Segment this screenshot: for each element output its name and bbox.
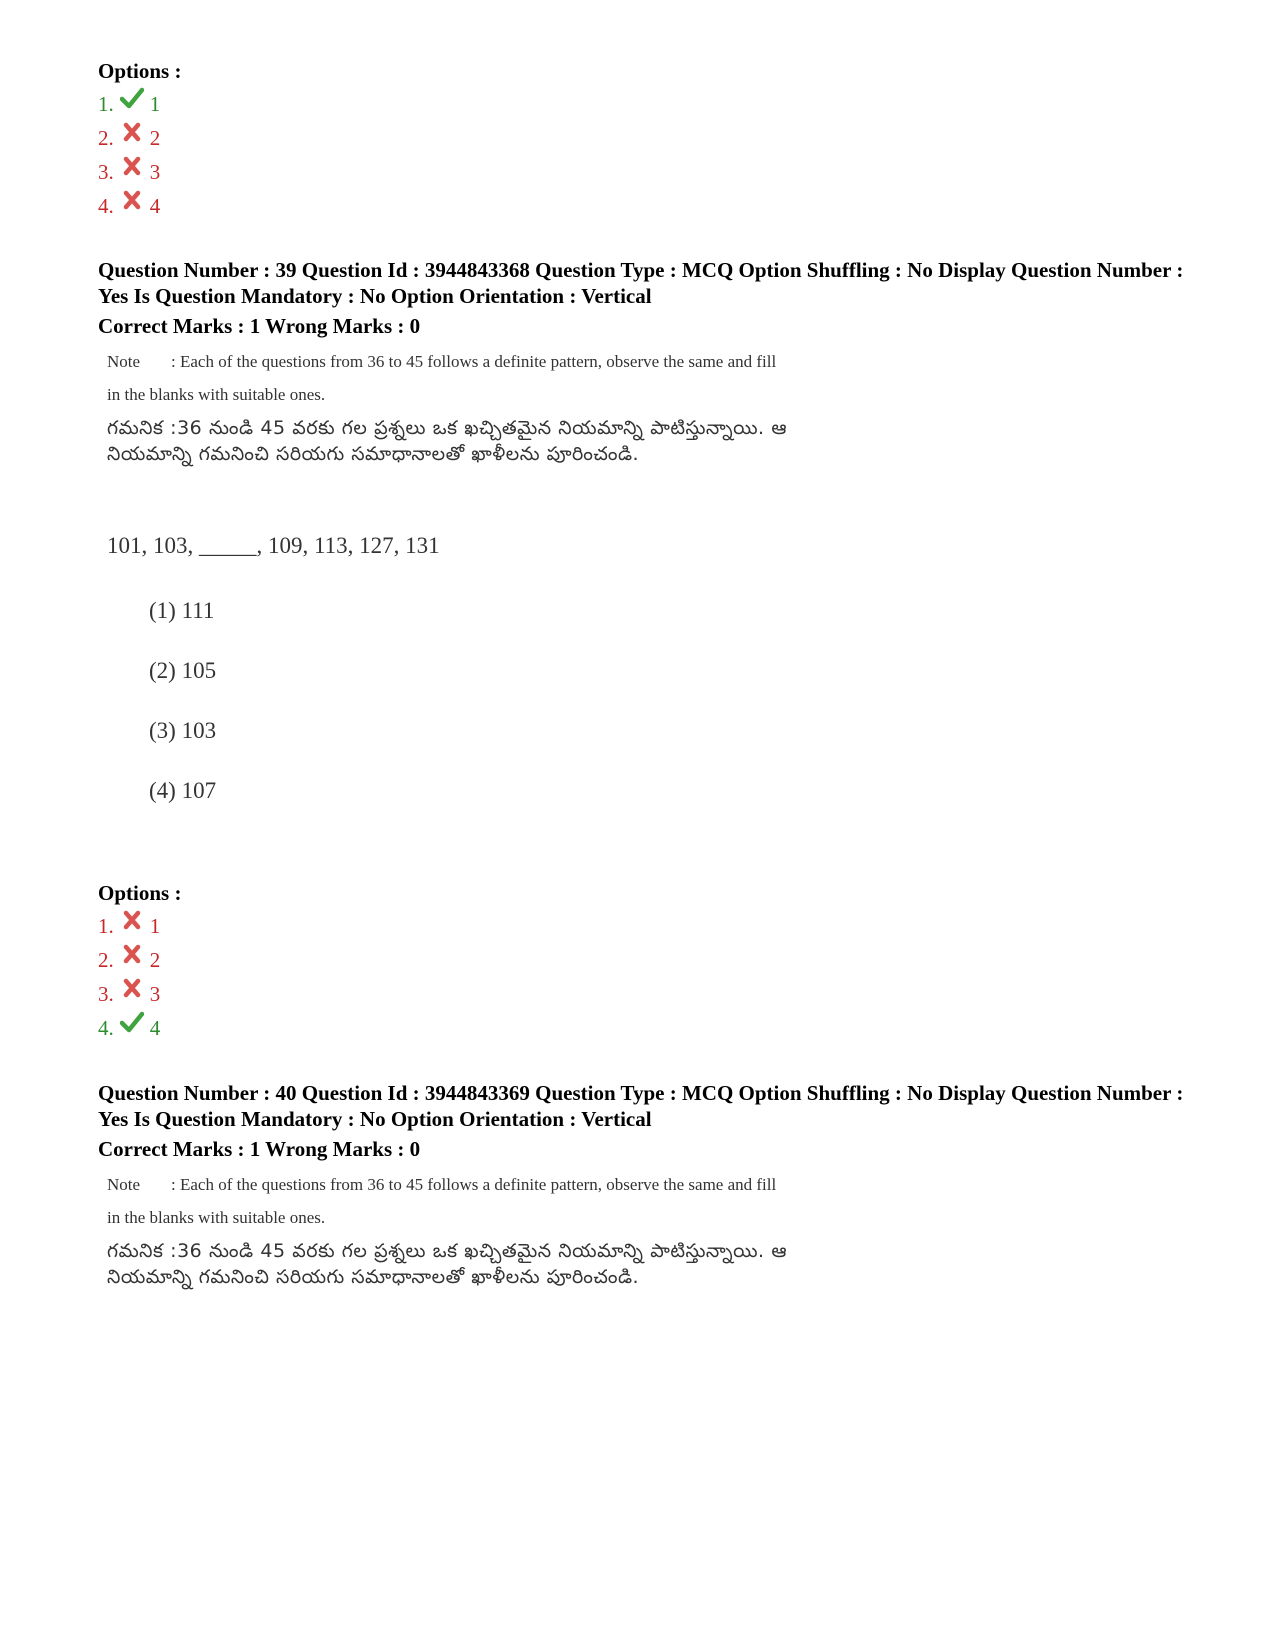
answer-choice: (2) 105: [149, 658, 217, 683]
answer-choice: (3) 103: [149, 718, 217, 743]
option-text: 3: [149, 160, 161, 184]
question-marks: Correct Marks : 1 Wrong Marks : 0: [98, 314, 421, 338]
number-sequence: 101, 103, _____, 109, 113, 127, 131: [107, 533, 440, 558]
option-text: 3: [149, 982, 161, 1006]
question-39-header: [98, 257, 1188, 339]
option-text: 2: [149, 948, 161, 972]
note-text: : Each of the questions from 36 to 45 follows a definite pattern, observe the same and fill in the blanks with suitable ones.: [107, 352, 777, 404]
option-row: [98, 87, 181, 121]
option-row: [98, 977, 181, 1011]
question-marks: Correct Marks : 1 Wrong Marks : 0: [98, 1137, 421, 1161]
options-section-top: [98, 58, 181, 223]
option-number: 2.: [98, 948, 114, 972]
cross-icon: [120, 909, 144, 931]
cross-icon: [120, 189, 144, 211]
option-row: [98, 943, 181, 977]
option-number: 1.: [98, 914, 114, 938]
option-text: 1: [149, 914, 161, 938]
option-number: 4.: [98, 194, 114, 218]
cross-icon: [120, 121, 144, 143]
question-meta: Question Number : 39 Question Id : 3944843368 Question Type : MCQ Option Shuffling : No Display Question Number : Yes Is Question Mandatory : No Option Orientation : Vertical: [98, 258, 1184, 308]
check-icon: [120, 1011, 144, 1033]
option-text: 4: [149, 194, 161, 218]
option-text: 2: [149, 126, 161, 150]
question-40-header: [98, 1080, 1188, 1162]
cross-icon: [120, 977, 144, 999]
note-telugu: గమనిక :36 నుండి 45 వరకు గల ప్రశ్నలు ఒక ఖచ్చితమైన నియమాన్ని పాటిస్తున్నాయి. ఆ నియమాన్ని గమనించి సరియగు సమాధానాలతో ఖాళీలను పూరించండి.: [107, 417, 787, 465]
option-row: [98, 155, 181, 189]
cross-icon: [120, 943, 144, 965]
options-list: [98, 87, 181, 223]
check-icon: [120, 87, 144, 109]
answer-choices: [107, 581, 787, 821]
note-label: Note: [107, 352, 141, 371]
option-row: [98, 909, 181, 943]
option-number: 2.: [98, 126, 114, 150]
options-heading: Options :: [98, 59, 182, 83]
question-39-body: [107, 345, 787, 821]
option-text: 4: [149, 1016, 161, 1040]
note-label: Note: [107, 1175, 141, 1194]
option-row: [98, 189, 181, 223]
answer-choice: (1) 111: [149, 598, 215, 623]
note-telugu: గమనిక :36 నుండి 45 వరకు గల ప్రశ్నలు ఒక ఖచ్చితమైన నియమాన్ని పాటిస్తున్నాయి. ఆ నియమాన్ని గమనించి సరియగు సమాధానాలతో ఖాళీలను పూరించండి.: [107, 1240, 787, 1288]
answer-choice: (4) 107: [149, 778, 217, 803]
note-english: [107, 345, 787, 411]
question-meta: Question Number : 40 Question Id : 3944843369 Question Type : MCQ Option Shuffling : No Display Question Number : Yes Is Question Mandatory : No Option Orientation : Vertical: [98, 1081, 1184, 1131]
option-text: 1: [149, 92, 161, 116]
options-heading: Options :: [98, 881, 182, 905]
options-list: [98, 909, 181, 1045]
cross-icon: [120, 155, 144, 177]
option-number: 1.: [98, 92, 114, 116]
option-number: 3.: [98, 160, 114, 184]
option-number: 3.: [98, 982, 114, 1006]
option-row: [98, 121, 181, 155]
option-row: [98, 1011, 181, 1045]
option-number: 4.: [98, 1016, 114, 1040]
options-section-q39: [98, 880, 181, 1045]
note-text: : Each of the questions from 36 to 45 follows a definite pattern, observe the same and fill in the blanks with suitable ones.: [107, 1175, 777, 1227]
question-40-body: [107, 1168, 787, 1290]
note-english: [107, 1168, 787, 1234]
